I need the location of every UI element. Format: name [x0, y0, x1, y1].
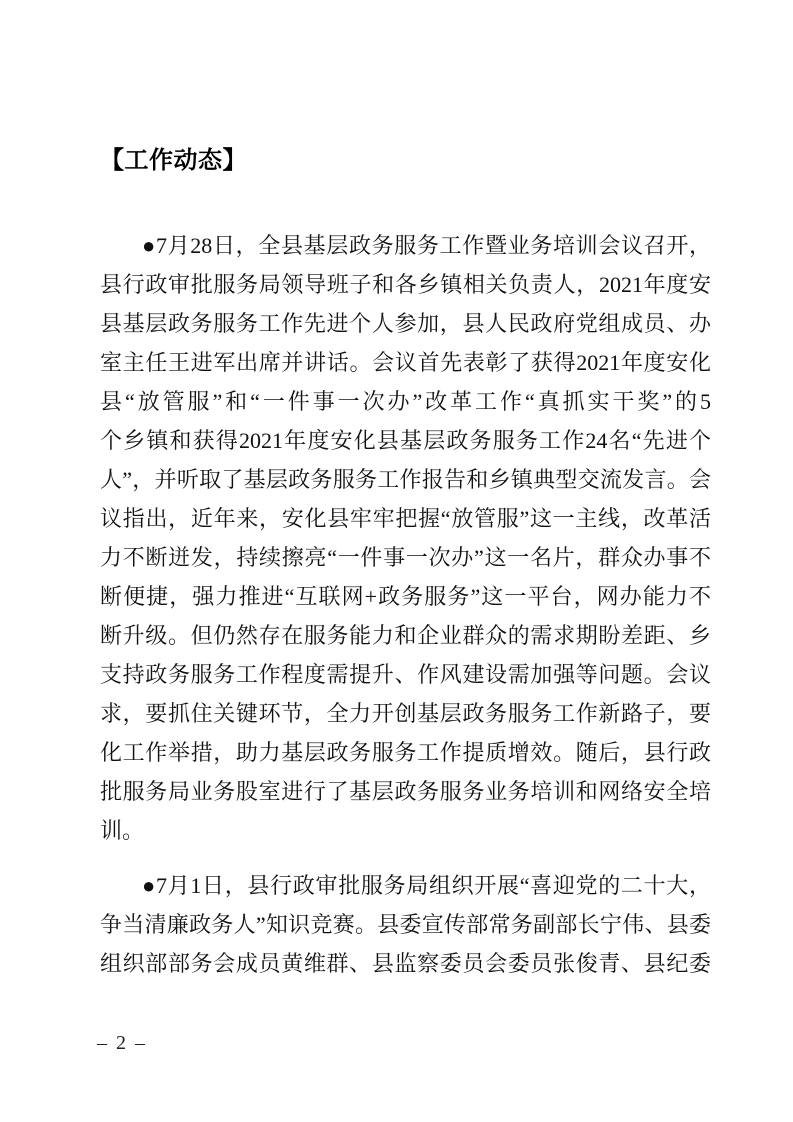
text-line: 人”，并听取了基层政务服务工作报告和乡镇典型交流发言。会	[100, 467, 711, 492]
text-line: 支持政务服务工作程度需提升、作风建设需加强等问题。会议	[100, 662, 711, 687]
text-line: 县基层政务服务工作先进个人参加，县人民政府党组成员、办	[100, 311, 711, 336]
text-line: ●7月28日，全县基层政务服务工作暨业务培训会议召开，	[142, 233, 711, 258]
text-line: 求，要抓住关键环节，全力开创基层政务服务工作新路子，要	[100, 701, 711, 726]
text-line: 县“放管服”和“一件事一次办”改革工作“真抓实干奖”的5	[100, 389, 711, 414]
text-line: 室主任王进军出席并讲话。会议首先表彰了获得2021年度安化	[100, 350, 711, 375]
text-line: 争当清廉政务人”知识竞赛。县委宣传部常务副部长宁伟、县委	[100, 912, 711, 937]
paragraph-news-item-1	[100, 226, 711, 850]
page-number: – 2 –	[97, 1032, 147, 1054]
text-line: 个乡镇和获得2021年度安化县基层政务服务工作24名“先进个	[100, 428, 711, 453]
text-line: 组织部部务会成员黄维群、县监察委员会委员张俊青、县纪委	[100, 951, 711, 976]
text-line: 力不断迸发，持续擦亮“一件事一次办”这一名片，群众办事不	[100, 545, 711, 570]
text-line: 断便捷，强力推进“互联网+政务服务”这一平台，网办能力不	[100, 584, 711, 609]
text-line: 训。	[100, 818, 145, 843]
text-line: 县行政审批服务局领导班子和各乡镇相关负责人，2021年度安	[100, 272, 711, 297]
text-line: 化工作举措，助力基层政务服务工作提质增效。随后，县行政	[100, 740, 711, 765]
document-body	[100, 226, 711, 983]
text-line: ●7月1日，县行政审批服务局组织开展“喜迎党的二十大，	[142, 873, 711, 898]
text-line: 断升级。但仍然存在服务能力和企业群众的需求期盼差距、乡	[100, 623, 711, 648]
text-line: 批服务局业务股室进行了基层政务服务业务培训和网络安全培	[100, 779, 711, 804]
text-line: 议指出，近年来，安化县牢牢把握“放管服”这一主线，改革活	[100, 506, 711, 531]
section-heading: 【工作动态】	[100, 147, 247, 174]
paragraph-news-item-2	[100, 866, 711, 983]
